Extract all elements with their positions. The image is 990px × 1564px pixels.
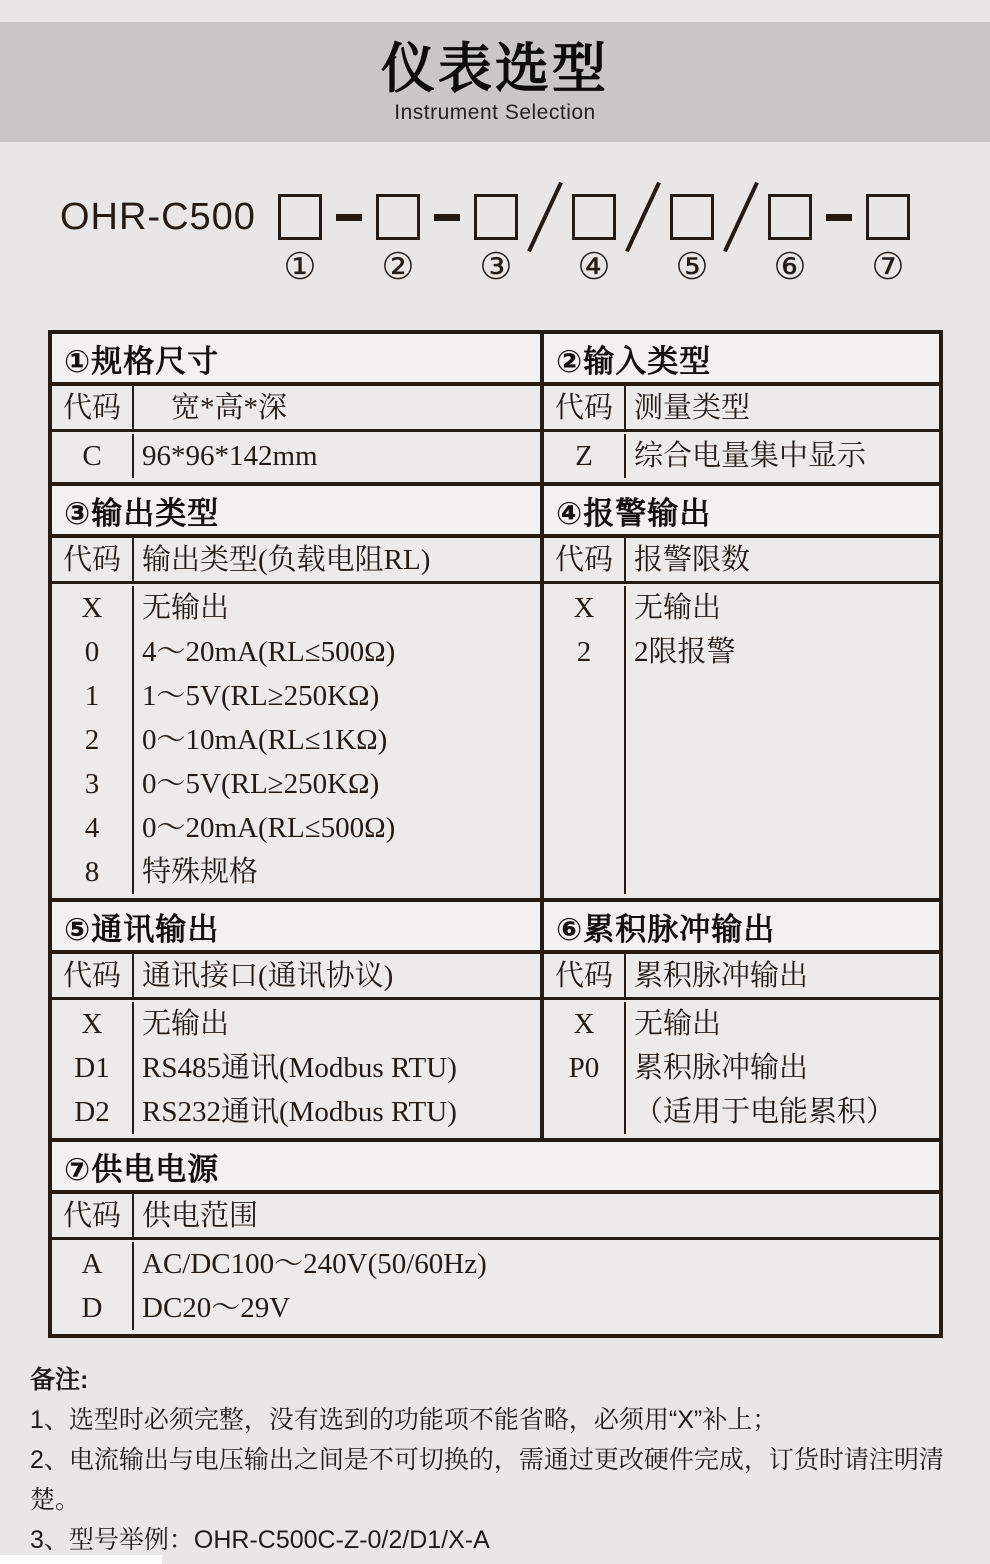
model-box-square <box>670 194 714 240</box>
slash-glyph <box>723 182 759 253</box>
table-row-pair <box>52 898 939 1138</box>
description-column-header: 报警限数 <box>634 544 751 576</box>
description-column-header: 输出类型(负载电阻RL) <box>142 544 431 576</box>
option-descriptions <box>134 586 540 894</box>
code-value: X <box>573 1008 595 1040</box>
note-item-3: 3、型号举例：OHR-C500C-Z-0/2/D1/X-A <box>30 1526 490 1554</box>
section-6-column-headers <box>544 954 939 1000</box>
model-box-unit-1 <box>278 194 322 288</box>
model-box-square <box>768 194 812 240</box>
model-box-unit-2 <box>376 194 420 288</box>
code-column-header: 代码 <box>52 538 134 581</box>
code-value: D1 <box>74 1052 110 1084</box>
code-values <box>52 586 134 894</box>
section-6-body <box>544 1000 939 1138</box>
section-2-title: ②输入类型 <box>544 334 939 386</box>
section-2-body <box>544 432 939 482</box>
option-descriptions <box>626 434 939 478</box>
model-position-number: ① <box>283 247 317 288</box>
option-description: RS485通讯(Modbus RTU) <box>142 1052 457 1084</box>
section-7-body <box>52 1240 939 1334</box>
option-description: 2限报警 <box>634 636 736 668</box>
section-2 <box>544 334 939 482</box>
separator-dash <box>334 194 364 240</box>
next-section-edge <box>0 1555 162 1564</box>
code-value: 0 <box>84 636 100 668</box>
code-value: 4 <box>84 812 100 844</box>
code-value: 2 <box>84 724 100 756</box>
section-3-body <box>52 584 540 898</box>
code-column-header: 代码 <box>52 954 134 997</box>
model-box-unit-3 <box>474 194 518 288</box>
model-box-square <box>572 194 616 240</box>
code-column-header: 代码 <box>544 386 626 429</box>
note-item-2: 2、电流输出与电压输出之间是不可切换的，需通过更改硬件完成，订货时请注明清楚。 <box>30 1446 944 1514</box>
slash-glyph <box>625 182 661 253</box>
separator-slash <box>726 194 756 240</box>
section-3-column-headers <box>52 538 540 584</box>
section-3-title: ③输出类型 <box>52 486 540 538</box>
option-descriptions <box>626 586 939 894</box>
model-box-square <box>376 194 420 240</box>
section-6-title: ⑥累积脉冲输出 <box>544 902 939 954</box>
code-value: C <box>82 440 102 472</box>
model-box-unit-5 <box>670 194 714 288</box>
code-column-header: 代码 <box>52 386 134 429</box>
model-box-unit-4 <box>572 194 616 288</box>
section-4 <box>544 486 939 898</box>
option-descriptions <box>134 1002 540 1134</box>
model-box-square <box>278 194 322 240</box>
code-value: X <box>81 592 103 624</box>
code-value: A <box>81 1248 103 1280</box>
option-description: 0～10mA(RL≤1KΩ) <box>142 724 388 756</box>
code-values <box>52 1242 134 1330</box>
page-subtitle: Instrument Selection <box>394 101 596 124</box>
model-box-unit-7 <box>866 194 910 288</box>
code-values <box>52 1002 134 1134</box>
dash-glyph <box>826 214 852 221</box>
code-value: 3 <box>84 768 100 800</box>
model-position-number: ⑦ <box>871 247 905 288</box>
section-7-title: ⑦供电电源 <box>52 1142 939 1194</box>
model-position-number: ③ <box>479 247 513 288</box>
code-value: Z <box>575 440 593 472</box>
option-description: 0～5V(RL≥250KΩ) <box>142 768 380 800</box>
model-code-diagram <box>60 194 990 288</box>
code-value: X <box>81 1008 103 1040</box>
slash-glyph <box>527 182 563 253</box>
code-value: D2 <box>74 1096 110 1128</box>
separator-dash <box>824 194 854 240</box>
model-position-number: ④ <box>577 247 611 288</box>
option-descriptions <box>134 434 540 478</box>
option-description: 0～20mA(RL≤500Ω) <box>142 812 396 844</box>
table-row-pair <box>52 482 939 898</box>
dash-glyph <box>336 214 362 221</box>
section-1-body <box>52 432 540 482</box>
section-7 <box>52 1142 939 1334</box>
section-6 <box>544 902 939 1138</box>
model-position-number: ② <box>381 247 415 288</box>
model-position-number: ⑥ <box>773 247 807 288</box>
code-value: 8 <box>84 856 100 888</box>
code-column-header: 代码 <box>544 538 626 581</box>
option-description: AC/DC100～240V(50/60Hz) <box>142 1248 487 1280</box>
code-value: 1 <box>84 680 100 712</box>
separator-slash <box>530 194 560 240</box>
model-box-unit-6 <box>768 194 812 288</box>
section-7-column-headers <box>52 1194 939 1240</box>
section-5-body <box>52 1000 540 1138</box>
section-1-column-headers <box>52 386 540 432</box>
description-column-header: 累积脉冲输出 <box>634 960 809 992</box>
code-value: D <box>81 1292 103 1324</box>
description-column-header: 测量类型 <box>634 392 751 424</box>
table-row-pair <box>52 334 939 482</box>
option-description: （适用于电能累积） <box>634 1096 896 1128</box>
code-value <box>544 1090 624 1134</box>
model-position-number: ⑤ <box>675 247 709 288</box>
option-descriptions <box>134 1242 939 1330</box>
section-3 <box>52 486 544 898</box>
section-2-column-headers <box>544 386 939 432</box>
code-values <box>544 1002 626 1134</box>
option-descriptions <box>626 1002 939 1134</box>
option-description: 无输出 <box>634 1008 722 1040</box>
section-5-title: ⑤通讯输出 <box>52 902 540 954</box>
page-title: 仪表选型 <box>381 39 609 99</box>
note-item-1: 1、选型时必须完整，没有选到的功能项不能省略，必须用“X”补上； <box>30 1406 778 1434</box>
option-description: DC20～29V <box>142 1292 291 1324</box>
separator-slash <box>628 194 658 240</box>
title-band <box>0 22 990 142</box>
code-values <box>544 586 626 894</box>
model-box-square <box>474 194 518 240</box>
code-value: P0 <box>568 1052 600 1084</box>
code-values <box>544 434 626 478</box>
model-code-boxes <box>278 194 910 288</box>
code-values <box>52 434 134 478</box>
option-description: 无输出 <box>634 592 722 624</box>
table-row-full <box>52 1138 939 1334</box>
option-description: 1～5V(RL≥250KΩ) <box>142 680 380 712</box>
description-column-header: 宽*高*深 <box>142 392 288 424</box>
notes <box>30 1360 990 1560</box>
code-value: X <box>573 592 595 624</box>
section-5-column-headers <box>52 954 540 1000</box>
selection-table <box>48 330 943 1338</box>
section-1-title: ①规格尺寸 <box>52 334 540 386</box>
option-description: RS232通讯(Modbus RTU) <box>142 1096 457 1128</box>
section-4-title: ④报警输出 <box>544 486 939 538</box>
notes-list <box>30 1400 990 1560</box>
code-value: 2 <box>576 636 592 668</box>
option-description: 无输出 <box>142 592 230 624</box>
separator-dash <box>432 194 462 240</box>
option-description: 特殊规格 <box>142 856 259 888</box>
option-description: 无输出 <box>142 1008 230 1040</box>
model-box-square <box>866 194 910 240</box>
code-column-header: 代码 <box>544 954 626 997</box>
section-4-body <box>544 584 939 898</box>
section-4-column-headers <box>544 538 939 584</box>
description-column-header: 供电范围 <box>142 1200 259 1232</box>
option-description: 综合电量集中显示 <box>634 440 867 472</box>
section-5 <box>52 902 544 1138</box>
description-column-header: 通讯接口(通讯协议) <box>142 960 394 992</box>
option-description: 4～20mA(RL≤500Ω) <box>142 636 396 668</box>
option-description: 累积脉冲输出 <box>634 1052 809 1084</box>
notes-label: 备注: <box>30 1366 89 1394</box>
dash-glyph <box>434 214 460 221</box>
model-prefix: OHR-C500 <box>60 196 256 238</box>
section-1 <box>52 334 544 482</box>
option-description: 96*96*142mm <box>142 440 318 472</box>
code-column-header: 代码 <box>52 1194 134 1237</box>
